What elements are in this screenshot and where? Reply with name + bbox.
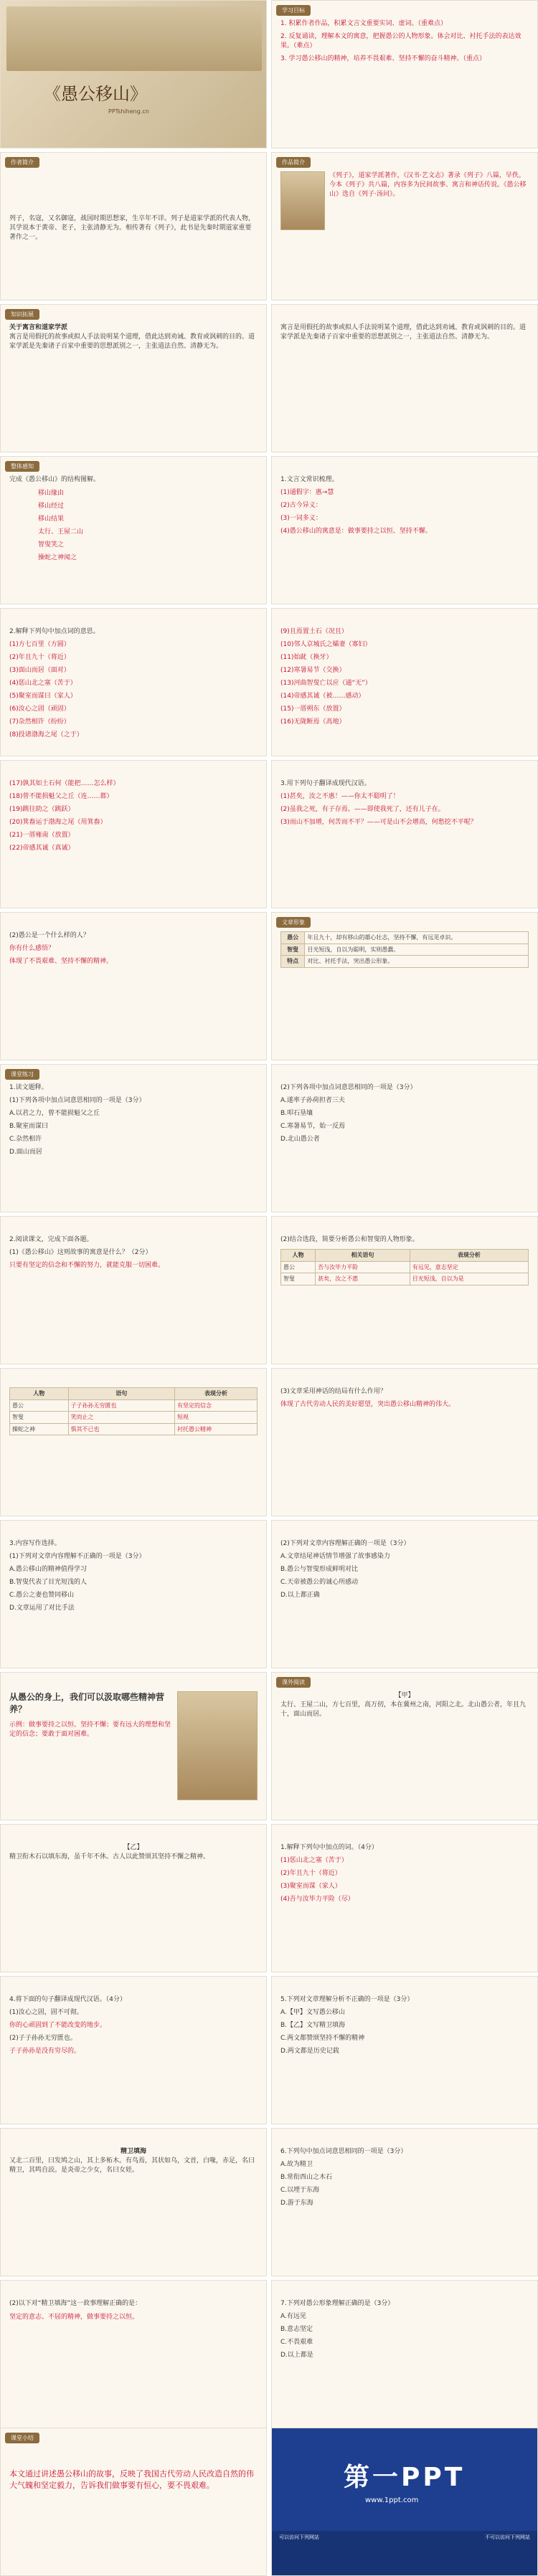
- vocab-12: (12)寒暑易节（交换）: [280, 667, 346, 675]
- translate-2: (2)虽我之死，有子存焉。——即使我死了，还有儿子在。: [280, 806, 445, 814]
- vocab-11: (11)始龀（换牙）: [280, 654, 333, 662]
- practice-6: D.面山而居: [9, 1149, 42, 1156]
- brand-footer: [272, 2531, 537, 2575]
- question-3: (3)一词多义：: [280, 515, 322, 523]
- vocab-5: (5)聚室而谋曰（家人）: [9, 693, 77, 700]
- structure-node-1: 移山缘由: [38, 490, 65, 498]
- think-1: (2)愚公是一个什么样的人？: [9, 932, 90, 939]
- compare-slide: [271, 1216, 538, 1364]
- brand-slide: [271, 2428, 538, 2576]
- discuss-slide: [0, 1672, 267, 1820]
- analysis-2: 体现了古代劳动人民的美好愿望，突出愚公移山精神的伟大。: [280, 1401, 456, 1409]
- fableA-heading: (2)以下对“精卫填海”这一故事理解正确的是：: [9, 2300, 142, 2307]
- vocab-10: (10)邻人京城氏之孀妻（寡妇）: [280, 641, 372, 649]
- table-cell: 语句: [68, 1388, 174, 1400]
- table-cell: 相关语句: [316, 1250, 410, 1262]
- practice2-1: (2)下列各项中加点词意思相同的一项是（3分）: [280, 1084, 417, 1091]
- think-2: 你有什么感悟？: [9, 945, 55, 953]
- extra-slide: [271, 1672, 538, 1820]
- content-3: A.愚公移山的精神值得学习: [9, 1566, 87, 1574]
- table-cell: 有远见，意志坚定: [410, 1261, 528, 1273]
- qs2-4: C.两文都赞颂坚持不懈的精神: [280, 2035, 365, 2043]
- extra-title: 【甲】: [395, 1692, 415, 1699]
- choose-slide: [271, 2280, 538, 2428]
- book-illustration: [280, 171, 325, 230]
- table-cell: 目光短浅，自以为聪明，实则愚蠢。: [305, 944, 529, 956]
- fableA-slide: [0, 2280, 267, 2428]
- fableq-1: 6.下列句中加点词意思相同的一项是（3分）: [280, 2148, 407, 2155]
- knowledge2-text: 寓言是用假托的故事或拟人手法说明某个道理，借此达到劝诫、教育或讽刺的目的。道家学派是先秦诸子百家中重要的思想派别之一，主张道法自然、清静无为。: [280, 324, 527, 341]
- table-cell: 特点: [281, 956, 305, 968]
- qs2-slide: [271, 1976, 538, 2124]
- structure-heading: 完成《愚公移山》的结构图解。: [9, 476, 100, 483]
- translate2-4: (2)子子孙孙无穷匮也。: [9, 2035, 77, 2043]
- term-22: (22)帝感其诚（真诚）: [9, 845, 75, 852]
- extra-text: 太行、王屋二山，方七百里，高万仞，本在冀州之南，河阳之北。北山愚公者，年且九十，面山而居。: [280, 1701, 527, 1719]
- structure-node-3: 移山结果: [38, 515, 65, 523]
- fable-slide: [0, 2128, 267, 2276]
- qs-1: 1.解释下列句中加点的词。（4分）: [280, 1844, 378, 1851]
- analysis-table: [9, 1387, 258, 1435]
- table-cell: 智叟: [281, 944, 305, 956]
- table-row: [281, 944, 529, 956]
- reading-1: 2.阅读课文，完成下面各题。: [9, 1236, 93, 1243]
- character-table: [280, 931, 529, 968]
- table-row: [281, 1250, 529, 1262]
- term-21: (21)一厝雍南（放置）: [9, 832, 75, 840]
- qs-3: (2)年且九十（将近）: [280, 1870, 341, 1878]
- term-18: (18)曾不能损魁父之丘（连……都）: [9, 793, 113, 801]
- knowledge2-slide: [271, 304, 538, 452]
- fableq-3: B.常衔西山之木石: [280, 2174, 333, 2182]
- table-cell: 人物: [10, 1388, 69, 1400]
- brand-url[interactable]: www.1ppt.com: [365, 2496, 419, 2504]
- fableq-4: C.以堙于东海: [280, 2187, 320, 2195]
- analysis-slide: [271, 1368, 538, 1516]
- structure-node-4: 太行、王屋二山: [38, 528, 84, 536]
- table-cell: 表现分析: [410, 1250, 528, 1262]
- hero-slide: [0, 0, 267, 148]
- table-row: [281, 956, 529, 968]
- fableq-5: D.游于东海: [280, 2200, 313, 2207]
- table-row: [10, 1423, 258, 1435]
- content-6: D.文章运用了对比手法: [9, 1605, 75, 1612]
- practice-3: A.以君之力，曾不能损魁父之丘: [9, 1110, 100, 1118]
- translate2-3: 你的心顽固到了不能改变的地步。: [9, 2022, 107, 2030]
- vocab-13: (13)河曲智叟亡以应（通“无”）: [280, 680, 372, 688]
- table-cell: 操蛇之神: [10, 1423, 69, 1435]
- translate2-2: (1)汝心之固，固不可彻。: [9, 2009, 83, 2017]
- author-tag: 作者简介: [5, 157, 39, 168]
- discuss-answer: 示例：做事要持之以恒、坚持不懈；要有远大的理想和坚定的信念；要敢于面对困难。: [9, 1721, 171, 1738]
- content-1: 3.内容写作选择。: [9, 1540, 61, 1547]
- vocab-3: (3)面山而居（面对）: [9, 667, 70, 675]
- content2-4: C.天帝被愚公的诚心所感动: [280, 1579, 359, 1587]
- table-cell: 吾与汝毕力平险: [316, 1261, 410, 1273]
- practice-1: 1.读文题释。: [9, 1084, 48, 1091]
- content2-3: B.愚公与智叟形成鲜明对比: [280, 1566, 359, 1574]
- choose-heading: 7.下列对愚公形象理解正确的是（3分）: [280, 2300, 395, 2307]
- table-cell: 愚公: [10, 1399, 69, 1412]
- table-cell: 衬托愚公精神: [174, 1423, 257, 1435]
- table-row: [10, 1388, 258, 1400]
- practice2-4: C.寒暑易节，始一反焉: [280, 1123, 346, 1131]
- work-slide: [271, 152, 538, 300]
- think-slide: [0, 912, 267, 1060]
- analysis-1: (3)文章采用神话的结局有什么作用？: [280, 1388, 387, 1395]
- choose-opt-b: B.意志坚定: [280, 2326, 313, 2334]
- structure-node-5: 智叟笑之: [38, 541, 65, 549]
- structure-slide: [0, 456, 267, 604]
- term-17: (17)孰其如土石何（能把……怎么样）: [9, 780, 120, 787]
- qs2-2: A.【甲】文写愚公移山: [280, 2009, 345, 2017]
- translate2-5: 子子孙孙是没有穷尽的。: [9, 2048, 81, 2055]
- table-cell: 惧其不已也: [68, 1423, 174, 1435]
- practice2-2: A.遂率子孙荷担者三夫: [280, 1097, 345, 1105]
- translate2-1: 4.将下面的句子翻译成现代汉语。（4分）: [9, 1996, 126, 2003]
- vocab-7: (7)杂然相许（纷纷）: [9, 718, 70, 726]
- extra-tag: 课外阅读: [276, 1677, 311, 1688]
- table2-slide: [0, 1368, 267, 1516]
- table-cell: 对比、衬托手法，突出愚公形象。: [305, 956, 529, 968]
- knowledge-heading: 关于寓言和道家学派: [9, 324, 68, 331]
- translate-heading: 3.用下列句子翻译成现代汉语。: [280, 780, 371, 787]
- table-cell: 子子孙孙无穷匮也: [68, 1399, 174, 1412]
- vocab-slide: [0, 608, 267, 756]
- hero-sub: PPTshiheng.cn: [108, 108, 149, 115]
- vocab-1: (1)方七百里（方圆）: [9, 641, 70, 649]
- structure-tag: 整体感知: [5, 461, 39, 472]
- table-cell: 愚公: [281, 932, 305, 944]
- translate-slide: [271, 760, 538, 908]
- table-cell: 愚公: [281, 1261, 316, 1273]
- choose-opt-a: A.有远见: [280, 2313, 306, 2321]
- qs2-1: 5.下列对文章理解分析不正确的一项是（3分）: [280, 1996, 414, 2003]
- vocab-9: (9)且焉置土石（况且）: [280, 628, 348, 635]
- author-slide: [0, 152, 267, 300]
- vocab-15: (15)一厝朔东（放置）: [280, 705, 346, 713]
- qs2-5: D.两文都是历史记载: [280, 2048, 339, 2055]
- table-cell: 智叟: [281, 1273, 316, 1285]
- fableq-2: A.故为精卫: [280, 2161, 313, 2169]
- objective-1: 1. 积累作者作品，积累文言文重要实词、虚词。（重难点）: [280, 20, 447, 27]
- practice-tag: 课堂练习: [5, 1069, 39, 1080]
- allowed-label: 可以访问下列网站: [279, 2534, 319, 2540]
- vocab-8: (8)投诸渤海之尾（之于）: [9, 731, 83, 739]
- fableA-answer: 坚定的意志、不屈的精神，做事要持之以恒。: [9, 2314, 139, 2321]
- character-slide: [271, 912, 538, 1060]
- translate2-slide: [0, 1976, 267, 2124]
- extra2-text: 精卫衔木石以填东海，虽千年不休。古人以此赞颂其坚持不懈之精神。: [9, 1853, 210, 1861]
- vocab-4: (4)惩山北之塞（苦于）: [9, 680, 77, 688]
- content-4: B.智叟代表了目光短浅的人: [9, 1579, 88, 1587]
- blocked-label: 不可以访问下列网站: [485, 2534, 530, 2540]
- content2-slide: [271, 1520, 538, 1668]
- practice-4: B.聚室而谋曰: [9, 1123, 49, 1131]
- summary-text: 本文通过讲述愚公移山的故事，反映了我国古代劳动人民改造自然的伟大气魄和坚定毅力，告诉我们做事要有恒心，要不畏艰难。: [9, 2469, 254, 2490]
- reading-2: (1)《愚公移山》这则故事的寓意是什么？（2分）: [9, 1249, 152, 1257]
- compare-heading: (2)结合选段，简要分析愚公和智叟的人物形象。: [280, 1236, 419, 1243]
- fableq-slide: [271, 2128, 538, 2276]
- author-text: 列子，名寇，又名御寇，战国时期思想家，生卒年不详。列子是道家学派的代表人物，其学说本于黄帝、老子，主张清静无为。相传著有《列子》，此书是先秦时期道家重要著作之一。: [9, 215, 255, 242]
- translate-3: (3)而山不加增，何苦而不平？——可是山不会增高，何愁挖不平呢？: [280, 819, 477, 827]
- compare-table: [280, 1249, 529, 1285]
- character-tag: 文章形象: [276, 917, 311, 928]
- knowledge-slide: [0, 304, 267, 452]
- vocab2-slide: [271, 608, 538, 756]
- think-3: 体现了不畏艰难、坚持不懈的精神。: [9, 958, 113, 966]
- qs-4: (3)聚室而谋（家人）: [280, 1883, 341, 1891]
- fable-title: 精卫填海: [120, 2148, 146, 2155]
- table-row: [10, 1399, 258, 1412]
- vocab-16: (16)无陇断焉（高地）: [280, 718, 346, 726]
- questions-slide: [271, 456, 538, 604]
- knowledge-tag: 知识拓展: [5, 309, 39, 320]
- vocab-6: (6)汝心之固（顽固）: [9, 705, 70, 713]
- discuss-heading: 从愚公的身上，我们可以汲取哪些精神营养？: [9, 1692, 165, 1715]
- extra2-title: 【乙】: [123, 1844, 143, 1851]
- content2-1: (2)下列对文章内容理解正确的一项是（3分）: [280, 1540, 410, 1547]
- choose-opt-c: C.不畏艰难: [280, 2339, 313, 2347]
- work-tag: 作品简介: [276, 157, 311, 168]
- table-cell: 年且九十，却有移山的雄心壮志，坚持不懈，有远见卓识。: [305, 932, 529, 944]
- table-cell: 笑而止之: [68, 1412, 174, 1424]
- reading-answer: 只要有坚定的信念和不懈的努力，就能克服一切困难。: [9, 1262, 165, 1270]
- fable-text: 又北二百里，曰发鸠之山，其上多柘木。有鸟焉，其状如乌，文首，白喙，赤足，名曰精卫，其鸣自詨。是炎帝之少女，名曰女娃。: [9, 2157, 255, 2175]
- practice-5: C.杂然相许: [9, 1136, 42, 1144]
- translate-1: (1)甚矣，汝之不惠！——你太不聪明了！: [280, 793, 400, 801]
- question-2: (2)古今异义：: [280, 502, 322, 510]
- question-1: (1)通假字：惠→慧: [280, 489, 334, 497]
- practice2-slide: [271, 1064, 538, 1212]
- content-slide: [0, 1520, 267, 1668]
- table-row: [281, 932, 529, 944]
- structure-node-6: 操蛇之神闻之: [38, 554, 77, 562]
- summary-slide: [0, 2428, 267, 2576]
- term-20: (20)箕畚运于渤海之尾（用箕畚）: [9, 819, 107, 827]
- objectives-slide: [271, 0, 538, 148]
- knowledge-text: 寓言是用假托的故事或拟人手法说明某个道理，借此达到劝诫、教育或讽刺的目的。道家学派是先秦诸子百家中重要的思想派别之一，主张道法自然、清静无为。: [9, 333, 255, 351]
- work-text: 《列子》，道家学派著作，《汉书·艺文志》著录《列子》八篇，早佚。今本《列子》共八篇，内容多为民间故事、寓言和神话传说。《愚公移山》选自《列子·汤问》。: [329, 172, 527, 199]
- table-cell: 目光短浅，自以为是: [410, 1273, 528, 1285]
- table-row: [281, 1261, 529, 1273]
- vocab-heading: 2.解释下列句中加点词的意思。: [9, 628, 100, 635]
- practice-slide: [0, 1064, 267, 1212]
- term-19: (19)跳往助之（跳跃）: [9, 806, 75, 814]
- content2-5: D.以上都正确: [280, 1592, 320, 1600]
- practice2-3: B.叩石垦壤: [280, 1110, 313, 1118]
- table-cell: 有坚定的信念: [174, 1399, 257, 1412]
- reading-slide: [0, 1216, 267, 1364]
- qs2-3: B.【乙】文写精卫填海: [280, 2022, 346, 2030]
- table-row: [281, 1273, 529, 1285]
- vocab-14: (14)帝感其诚（被……感动）: [280, 693, 365, 700]
- qs-2: (1)惩山北之塞（苦于）: [280, 1857, 348, 1865]
- scroll-painting: [6, 6, 262, 71]
- table-cell: 人物: [281, 1250, 316, 1262]
- qs-slide: [271, 1824, 538, 1972]
- table-cell: 短视: [174, 1412, 257, 1424]
- structure-node-2: 移山经过: [38, 503, 65, 510]
- table-cell: 智叟: [10, 1412, 69, 1424]
- terms-slide: [0, 760, 267, 908]
- objective-2: 2. 反复诵读，理解本文的寓意，把握愚公的人物形象。体会对比、衬托手法的表达效果。（难点）: [280, 33, 522, 50]
- practice2-5: D.北山愚公者: [280, 1136, 320, 1144]
- illustration: [177, 1691, 258, 1800]
- brand-logo: 第一PPT: [344, 2463, 466, 2492]
- content2-2: A.文章结尾神话情节增强了故事感染力: [280, 1553, 390, 1561]
- summary-tag: 课堂小结: [5, 2433, 39, 2443]
- qs-5: (4)吾与汝毕力平险（尽）: [280, 1896, 354, 1904]
- choose-opt-d: D.以上都是: [280, 2352, 313, 2359]
- content-2: (1)下列对文章内容理解不正确的一项是（3分）: [9, 1553, 146, 1561]
- table-row: [10, 1412, 258, 1424]
- vocab-2: (2)年且九十（将近）: [9, 654, 70, 662]
- content-5: C.愚公之妻也赞同移山: [9, 1592, 75, 1600]
- extra2-slide: [0, 1824, 267, 1972]
- practice-2: (1)下列各项中加点词意思相同的一项是（3分）: [9, 1097, 146, 1105]
- table-cell: 表现分析: [174, 1388, 257, 1400]
- questions-heading: 1.文言文常识梳理。: [280, 476, 339, 483]
- table-cell: 甚矣，汝之不惠: [316, 1273, 410, 1285]
- objectives-tag: 学习目标: [276, 5, 311, 16]
- question-4: (4)愚公移山的寓意是：做事要持之以恒、坚持不懈。: [280, 528, 432, 536]
- objective-3: 3. 学习愚公移山的精神，培养不畏艰难、坚持不懈的奋斗精神。（重点）: [280, 55, 486, 63]
- hero-title: 《愚公移山》: [44, 84, 147, 104]
